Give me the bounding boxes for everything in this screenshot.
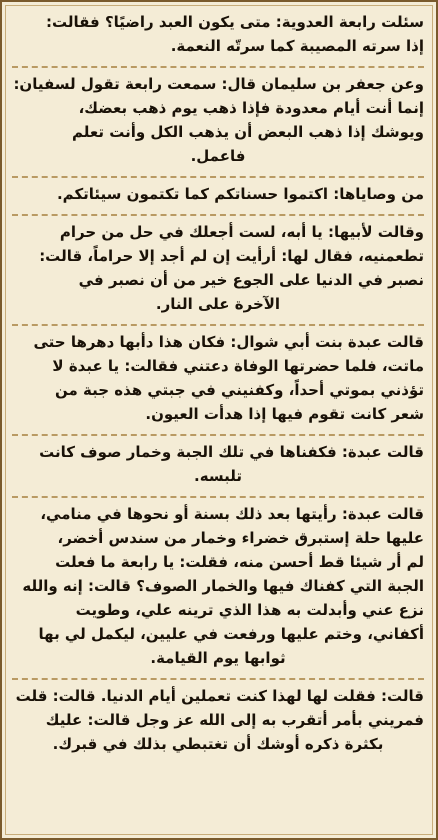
text-line: إذا سرته المصيبة كما سرتّه النعمة. <box>170 37 424 55</box>
text-line: الجبة التي كفناك فيها والخمار الصوف؟ قالت: إنه والله <box>22 577 424 595</box>
text-line: تطعمنيه، فقال لها: أرأيت إن لم أجد إلا حراماً، قالت: <box>39 247 424 265</box>
text-line: نزع عني وأبدلت به هذا الذي ترينه علي، وطويت <box>75 601 424 619</box>
text-line: نصبر في الدنيا على الجوع خير من أن نصبر في <box>78 271 424 289</box>
paragraph <box>12 680 424 764</box>
paragraph <box>12 216 424 326</box>
text-line: عليها حلة إستبرق خضراء وخمار من سندس أخضر، <box>57 529 424 547</box>
paragraph <box>12 326 424 436</box>
text-line: إنما أنت أيام معدودة فإذا ذهب يوم ذهب بعضك، <box>78 99 424 117</box>
text-line: بكثرة ذكره أوشك أن تغتبطي بذلك في قبرك. <box>52 735 384 753</box>
text-line: تؤذني بموتي أحداً، وكفنيني في جبتي هذه جبة من <box>54 381 424 399</box>
text-line: وعن جعفر بن سليمان قال: سمعت رابعة تقول لسفيان: <box>13 75 424 93</box>
text-line: ويوشك إذا ذهب البعض أن يذهب الكل وأنت تعلم <box>71 123 424 141</box>
text-line: تلبسه. <box>194 467 242 485</box>
text-line: قالت عبدة: فكفناها في تلك الجبة وخمار صوف كانت <box>39 443 424 461</box>
text-line: شعر كانت تقوم فيها إذا هدأت العيون. <box>145 405 424 423</box>
paragraph <box>12 68 424 178</box>
text-line: ماتت، فلما حضرتها الوفاة دعتني فقالت: يا عبدة لا <box>52 357 424 375</box>
text-line: فمريني بأمر أتقرب به إلى الله عز وجل قالت: عليك <box>45 711 424 729</box>
text-line: فاعمل. <box>190 147 246 165</box>
text-line: ثوابها يوم القيامة. <box>150 649 286 667</box>
paragraph <box>12 498 424 680</box>
text-line: أكفاني، وختم عليها ورفعت في عليين، ليكمل لي بها <box>38 625 424 643</box>
text-body <box>2 2 436 764</box>
text-line: قالت عبدة بنت أبي شوال: فكان هذا دأبها دهرها حتى <box>33 333 424 351</box>
text-line: قالت: فقلت لها لهذا كنت تعملين أيام الدنيا. قالت: قلت <box>15 687 424 705</box>
text-line: وقالت لأبيها: يا أبه، لست أجعلك في حل من حرام <box>59 223 424 241</box>
text-line: سئلت رابعة العدوية: متى يكون العبد راضيًا؟ فقالت: <box>45 13 424 31</box>
text-line: الآخرة على النار. <box>155 295 281 313</box>
paragraph <box>12 178 424 216</box>
text-line: قالت عبدة: رأيتها بعد ذلك بسنة أو نحوها في منامي، <box>40 505 424 523</box>
paragraph <box>12 436 424 498</box>
text-line: من وصاياها: اكتموا حسناتكم كما تكتمون سيئاتكم. <box>56 185 424 203</box>
text-line: لم أر شيئا قط أحسن منه، فقلت: يا رابعة ما فعلت <box>55 553 424 571</box>
paragraph <box>12 6 424 68</box>
